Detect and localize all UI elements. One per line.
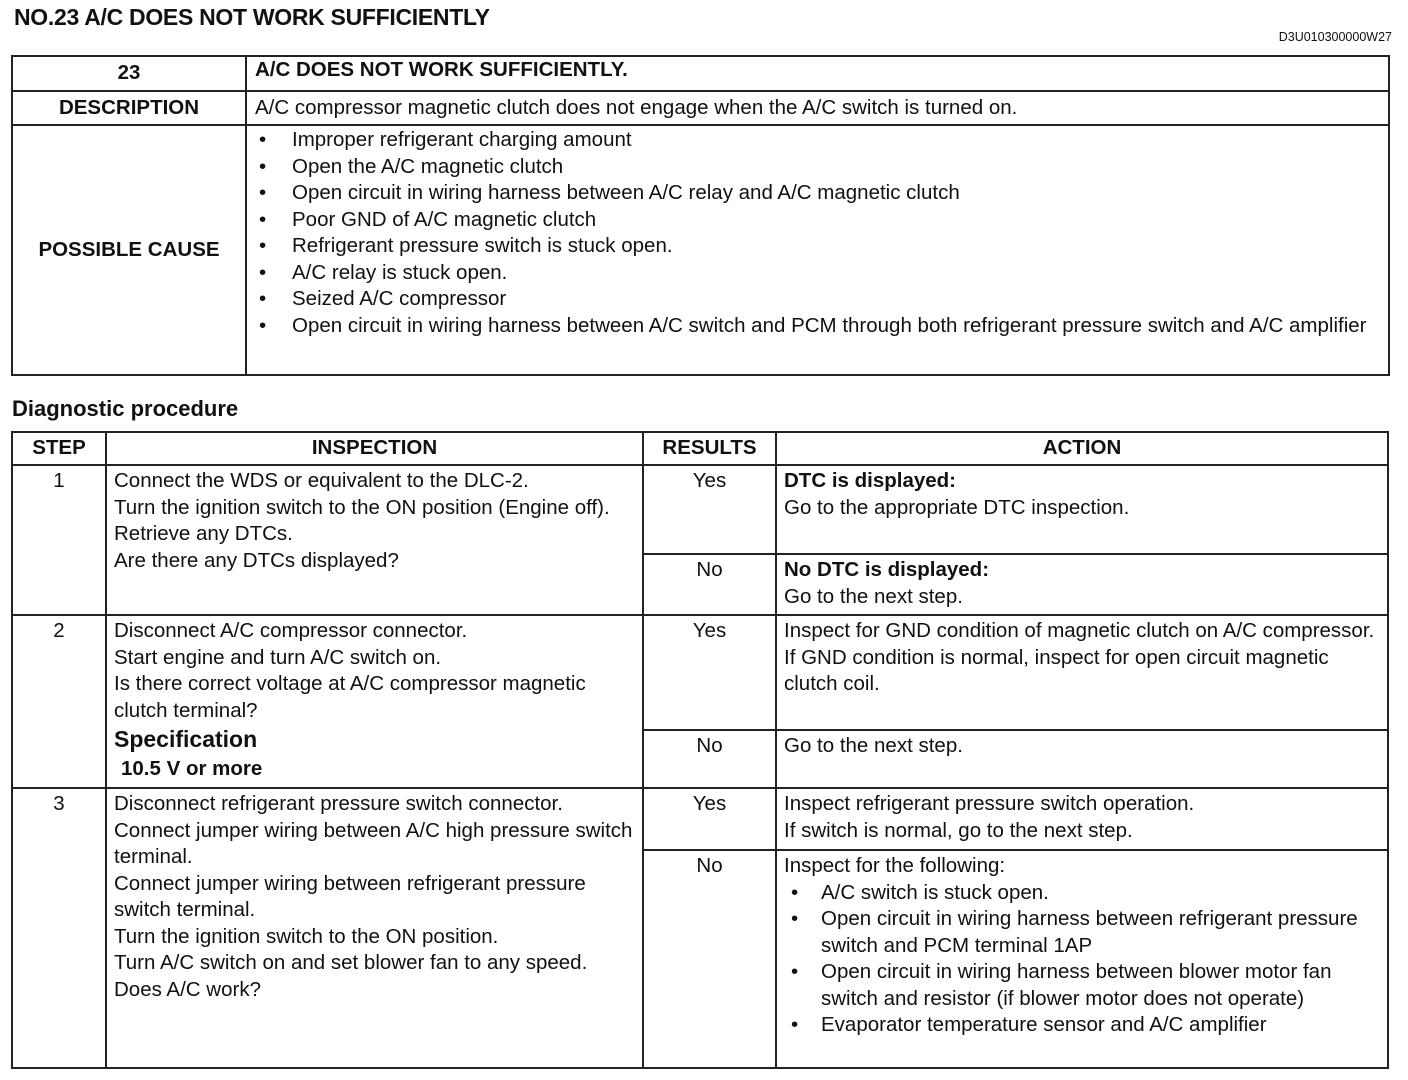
specification-label: Specification	[114, 726, 258, 752]
inspection-line: Turn the ignition switch to the ON position (Engine off).	[114, 495, 610, 519]
cause-item: • Improper refrigerant charging amount	[247, 127, 1388, 154]
inspection-line: Disconnect A/C compressor connector.	[114, 619, 468, 642]
page-title: NO.23 A/C DOES NOT WORK SUFFICIENTLY	[14, 4, 490, 30]
cause-item: • Open circuit in wiring harness between A/C relay and A/C magnetic clutch	[247, 180, 1388, 207]
action-heading: DTC is displayed:	[784, 469, 957, 492]
action-no	[776, 730, 1388, 788]
inspection-line: Start engine and turn A/C switch on.	[114, 645, 442, 669]
action-text: Go to the next step.	[784, 734, 963, 757]
cause-item: • Refrigerant pressure switch is stuck open.	[247, 233, 1388, 260]
action-text: If switch is normal, go to the next step.	[784, 818, 1133, 842]
symptom-info-table	[11, 55, 1390, 376]
possible-cause-list	[247, 127, 1388, 339]
action-heading: No DTC is displayed:	[784, 558, 990, 581]
step-number: 3	[12, 788, 106, 1068]
diagnostic-procedure-table	[11, 431, 1389, 1069]
inspection-line: Are there any DTCs displayed?	[114, 548, 399, 572]
step-inspection	[106, 465, 643, 615]
action-text: Inspect refrigerant pressure switch operation.	[784, 792, 1195, 815]
cause-item: • A/C relay is stuck open.	[247, 260, 1388, 287]
action-check-list	[784, 880, 1380, 1039]
inspection-line: Turn A/C switch on and set blower fan to any speed.	[114, 951, 588, 974]
result-no: No	[643, 554, 776, 615]
cause-item: • Seized A/C compressor	[247, 286, 1388, 313]
document-id: D3U010300000W27	[1278, 30, 1392, 44]
step-inspection	[106, 615, 643, 788]
step-inspection	[106, 788, 643, 1068]
column-header-inspection: INSPECTION	[106, 432, 643, 465]
check-item: • Evaporator temperature sensor and A/C amplifier	[784, 1012, 1380, 1039]
column-header-step: STEP	[12, 432, 106, 465]
section-title: Diagnostic procedure	[12, 396, 239, 421]
inspection-line: Connect the WDS or equivalent to the DLC-2.	[114, 469, 529, 492]
action-text: Inspect for GND condition of magnetic clutch on A/C compressor.	[784, 619, 1375, 642]
inspection-line: Is there correct voltage at A/C compressor magnetic clutch terminal?	[114, 672, 586, 722]
possible-cause-label: POSSIBLE CAUSE	[12, 125, 246, 375]
result-no: No	[643, 850, 776, 1068]
action-no	[776, 554, 1388, 615]
inspection-line: Disconnect refrigerant pressure switch connector.	[114, 792, 563, 815]
result-yes: Yes	[643, 615, 776, 730]
step-number: 2	[12, 615, 106, 788]
result-yes: Yes	[643, 788, 776, 850]
action-yes	[776, 465, 1388, 554]
column-header-action: ACTION	[776, 432, 1388, 465]
result-yes: Yes	[643, 465, 776, 554]
inspection-line: Connect jumper wiring between refrigerant pressure switch terminal.	[114, 871, 586, 921]
action-text: Inspect for the following:	[784, 854, 1006, 877]
column-header-results: RESULTS	[643, 432, 776, 465]
description-label: DESCRIPTION	[12, 91, 246, 125]
check-item: • Open circuit in wiring harness between blower motor fan switch and resistor (if blower motor does not operate)	[784, 959, 1380, 1012]
action-no	[776, 850, 1388, 1068]
symptom-heading: A/C DOES NOT WORK SUFFICIENTLY.	[246, 56, 1389, 91]
action-text: Go to the next step.	[784, 584, 963, 608]
action-text: Go to the appropriate DTC inspection.	[784, 495, 1130, 519]
cause-item: • Open circuit in wiring harness between A/C switch and PCM through both refrigerant pressure switch and A/C amplifier	[247, 313, 1388, 340]
result-no: No	[643, 730, 776, 788]
possible-cause-cell	[246, 125, 1389, 375]
specification-value: 10.5 V or more	[121, 757, 263, 780]
action-text: If GND condition is normal, inspect for open circuit magnetic clutch coil.	[784, 645, 1329, 695]
inspection-line: Retrieve any DTCs.	[114, 522, 293, 545]
inspection-line: Connect jumper wiring between A/C high pressure switch terminal.	[114, 818, 633, 868]
inspection-line: Turn the ignition switch to the ON position.	[114, 924, 499, 948]
description-text: A/C compressor magnetic clutch does not engage when the A/C switch is turned on.	[246, 91, 1389, 125]
action-yes	[776, 788, 1388, 850]
inspection-line: Does A/C work?	[114, 977, 261, 1001]
cause-item: • Open the A/C magnetic clutch	[247, 154, 1388, 181]
check-item: • A/C switch is stuck open.	[784, 880, 1380, 907]
symptom-number: 23	[12, 56, 246, 91]
check-item: • Open circuit in wiring harness between refrigerant pressure switch and PCM terminal 1AP	[784, 906, 1380, 959]
action-yes	[776, 615, 1388, 730]
cause-item: • Poor GND of A/C magnetic clutch	[247, 207, 1388, 234]
step-number: 1	[12, 465, 106, 615]
